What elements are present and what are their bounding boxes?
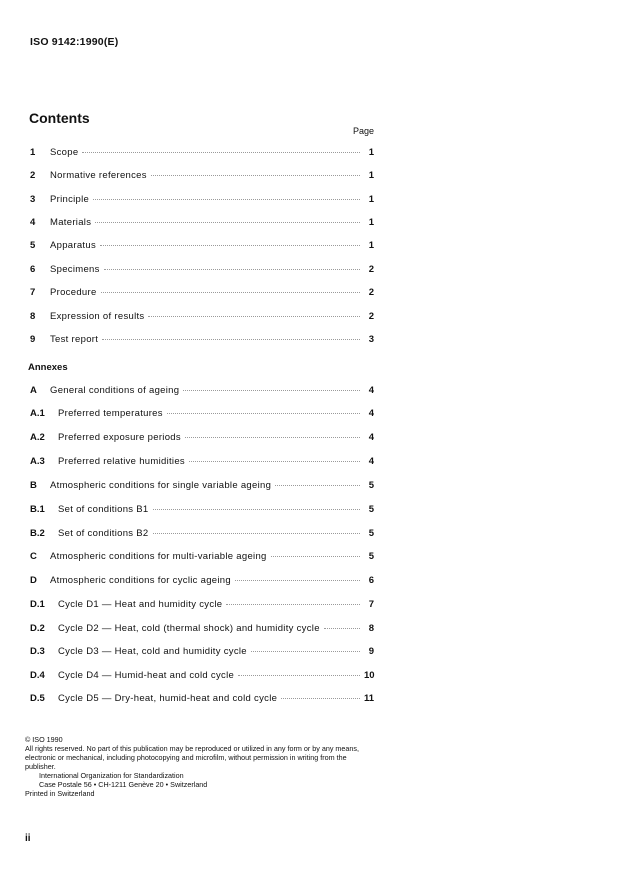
leader-dots bbox=[102, 338, 360, 340]
toc-entry-number: 4 bbox=[30, 217, 36, 228]
annex-entry-page: 5 bbox=[368, 528, 374, 539]
annex-entry-number: B.2 bbox=[30, 528, 45, 539]
annex-entry-page: 5 bbox=[368, 504, 374, 515]
annex-entry-page: 4 bbox=[368, 456, 374, 467]
annex-entry-page: 7 bbox=[368, 599, 374, 610]
annex-entry-page: 5 bbox=[368, 551, 374, 562]
annex-entry-label: Cycle D4 — Humid-heat and cold cycle bbox=[58, 670, 235, 681]
toc-entry-label: Materials bbox=[50, 217, 92, 228]
annex-entry-page: 4 bbox=[368, 408, 374, 419]
annex-entry-page: 9 bbox=[368, 646, 374, 657]
annex-entry-page: 6 bbox=[368, 575, 374, 586]
annex-entry-page: 10 bbox=[364, 670, 375, 681]
annex-entry-number: D.5 bbox=[30, 693, 45, 704]
annex-entry-number: D.4 bbox=[30, 670, 45, 681]
toc-entry-page: 1 bbox=[368, 170, 374, 181]
toc-entry-number: 2 bbox=[30, 170, 36, 181]
toc-entry-page: 3 bbox=[368, 334, 374, 345]
leader-dots bbox=[226, 603, 360, 605]
organization-address: Case Postale 56 • CH-1211 Genève 20 • Switzerland bbox=[39, 780, 208, 789]
annex-entry-label: Atmospheric conditions for single variable ageing bbox=[50, 480, 272, 491]
toc-entry-number: 3 bbox=[30, 194, 36, 205]
annex-entry[interactable] bbox=[30, 385, 374, 399]
annex-entry-number: A.2 bbox=[30, 432, 45, 443]
page-number: ii bbox=[25, 833, 31, 844]
annex-entry[interactable] bbox=[30, 575, 374, 589]
annex-entry-number: D bbox=[30, 575, 37, 586]
toc-entry[interactable] bbox=[30, 240, 374, 254]
leader-dots bbox=[151, 174, 360, 176]
annex-entry-number: A.1 bbox=[30, 408, 45, 419]
annex-entry-label: Cycle D1 — Heat and humidity cycle bbox=[58, 599, 223, 610]
annex-entry[interactable] bbox=[30, 528, 374, 542]
toc-entry-label: Apparatus bbox=[50, 240, 97, 251]
leader-dots bbox=[148, 315, 360, 317]
toc-entry-number: 1 bbox=[30, 147, 36, 158]
annex-entry-label: Preferred temperatures bbox=[58, 408, 163, 419]
toc-entry-number: 7 bbox=[30, 287, 36, 298]
leader-dots bbox=[281, 697, 360, 699]
annex-entry-page: 4 bbox=[368, 432, 374, 443]
annex-entry-label: Set of conditions B2 bbox=[58, 528, 149, 539]
leader-dots bbox=[275, 484, 360, 486]
annex-entry-label: Cycle D2 — Heat, cold (thermal shock) and humidity cycle bbox=[58, 623, 320, 634]
rights-statement: All rights reserved. No part of this publication may be reproduced or utilized in any form or by any means, electronic or mechanical, including photocopying and microfilm, without permission in writing from the publisher. bbox=[25, 744, 359, 771]
annex-entry[interactable] bbox=[30, 480, 374, 494]
annex-entry[interactable] bbox=[30, 456, 374, 470]
toc-entry-number: 6 bbox=[30, 264, 36, 275]
copyright-line: © ISO 1990 bbox=[25, 735, 63, 744]
toc-entry-page: 2 bbox=[368, 264, 374, 275]
toc-entry[interactable] bbox=[30, 334, 374, 348]
leader-dots bbox=[167, 412, 360, 414]
toc-entry[interactable] bbox=[30, 287, 374, 301]
toc-entry[interactable] bbox=[30, 170, 374, 184]
annex-entry-page: 4 bbox=[368, 385, 374, 396]
toc-entry-page: 1 bbox=[368, 194, 374, 205]
leader-dots bbox=[104, 268, 360, 270]
toc-entry-label: Normative references bbox=[50, 170, 147, 181]
annex-entry-label: Cycle D3 — Heat, cold and humidity cycle bbox=[58, 646, 247, 657]
toc-entry[interactable] bbox=[30, 311, 374, 325]
leader-dots bbox=[324, 627, 360, 629]
annex-entry-number: A bbox=[30, 385, 37, 396]
toc-entry[interactable] bbox=[30, 264, 374, 278]
printed-in: Printed in Switzerland bbox=[25, 789, 95, 798]
toc-entry-number: 9 bbox=[30, 334, 36, 345]
annex-entry[interactable] bbox=[30, 432, 374, 446]
leader-dots bbox=[251, 650, 360, 652]
annex-entry[interactable] bbox=[30, 551, 374, 565]
leader-dots bbox=[183, 389, 360, 391]
leader-dots bbox=[101, 291, 360, 293]
toc-entry-label: Principle bbox=[50, 194, 90, 205]
leader-dots bbox=[93, 198, 360, 200]
leader-dots bbox=[185, 436, 360, 438]
toc-entry-number: 8 bbox=[30, 311, 36, 322]
toc-entry-label: Specimens bbox=[50, 264, 100, 275]
annex-entry[interactable] bbox=[30, 670, 374, 684]
annex-entry-label: Atmospheric conditions for cyclic ageing bbox=[50, 575, 231, 586]
toc-entry-page: 1 bbox=[368, 217, 374, 228]
annex-entry-page: 11 bbox=[364, 693, 375, 704]
leader-dots bbox=[153, 532, 361, 534]
toc-entry-page: 1 bbox=[368, 147, 374, 158]
page-column-label: Page bbox=[353, 126, 375, 136]
annex-entry[interactable] bbox=[30, 599, 374, 613]
annex-entry-number: C bbox=[30, 551, 37, 562]
annex-entry-number: B.1 bbox=[30, 504, 45, 515]
toc-entry[interactable] bbox=[30, 194, 374, 208]
toc-entry[interactable] bbox=[30, 147, 374, 161]
leader-dots bbox=[271, 555, 360, 557]
document-id: ISO 9142:1990(E) bbox=[30, 36, 119, 48]
annex-entry-label: Preferred relative humidities bbox=[58, 456, 185, 467]
leader-dots bbox=[238, 674, 360, 676]
toc-entry-label: Procedure bbox=[50, 287, 97, 298]
toc-entry-label: Scope bbox=[50, 147, 79, 158]
copyright-notice bbox=[25, 735, 375, 798]
annex-entry-label: Atmospheric conditions for multi-variable ageing bbox=[50, 551, 267, 562]
toc-entry-page: 2 bbox=[368, 311, 374, 322]
annex-entry-page: 5 bbox=[368, 480, 374, 491]
organization-name: International Organization for Standardization bbox=[39, 771, 184, 780]
annex-entry[interactable] bbox=[30, 623, 374, 637]
toc-entry-number: 5 bbox=[30, 240, 36, 251]
annex-entry-page: 8 bbox=[368, 623, 374, 634]
leader-dots bbox=[189, 460, 360, 462]
annex-entry[interactable] bbox=[30, 504, 374, 518]
leader-dots bbox=[82, 151, 360, 153]
leader-dots bbox=[95, 221, 360, 223]
toc-entry[interactable] bbox=[30, 217, 374, 231]
leader-dots bbox=[100, 244, 360, 246]
toc-entry-label: Expression of results bbox=[50, 311, 145, 322]
annex-entry-number: D.3 bbox=[30, 646, 45, 657]
toc-entry-page: 1 bbox=[368, 240, 374, 251]
annex-entry-label: Cycle D5 — Dry-heat, humid-heat and cold cycle bbox=[58, 693, 278, 704]
annex-entry-number: D.2 bbox=[30, 623, 45, 634]
annex-entry[interactable] bbox=[30, 693, 374, 707]
toc-entry-label: Test report bbox=[50, 334, 99, 345]
annex-entry[interactable] bbox=[30, 646, 374, 660]
annex-entry-number: D.1 bbox=[30, 599, 45, 610]
leader-dots bbox=[153, 508, 361, 510]
annex-entry-label: Set of conditions B1 bbox=[58, 504, 149, 515]
annex-entry-label: Preferred exposure periods bbox=[58, 432, 181, 443]
contents-title: Contents bbox=[29, 110, 90, 126]
leader-dots bbox=[235, 579, 360, 581]
toc-entry-page: 2 bbox=[368, 287, 374, 298]
annexes-heading: Annexes bbox=[28, 362, 68, 373]
annex-entry-label: General conditions of ageing bbox=[50, 385, 180, 396]
annex-entry-number: A.3 bbox=[30, 456, 45, 467]
annex-entry-number: B bbox=[30, 480, 37, 491]
annex-entry[interactable] bbox=[30, 408, 374, 422]
